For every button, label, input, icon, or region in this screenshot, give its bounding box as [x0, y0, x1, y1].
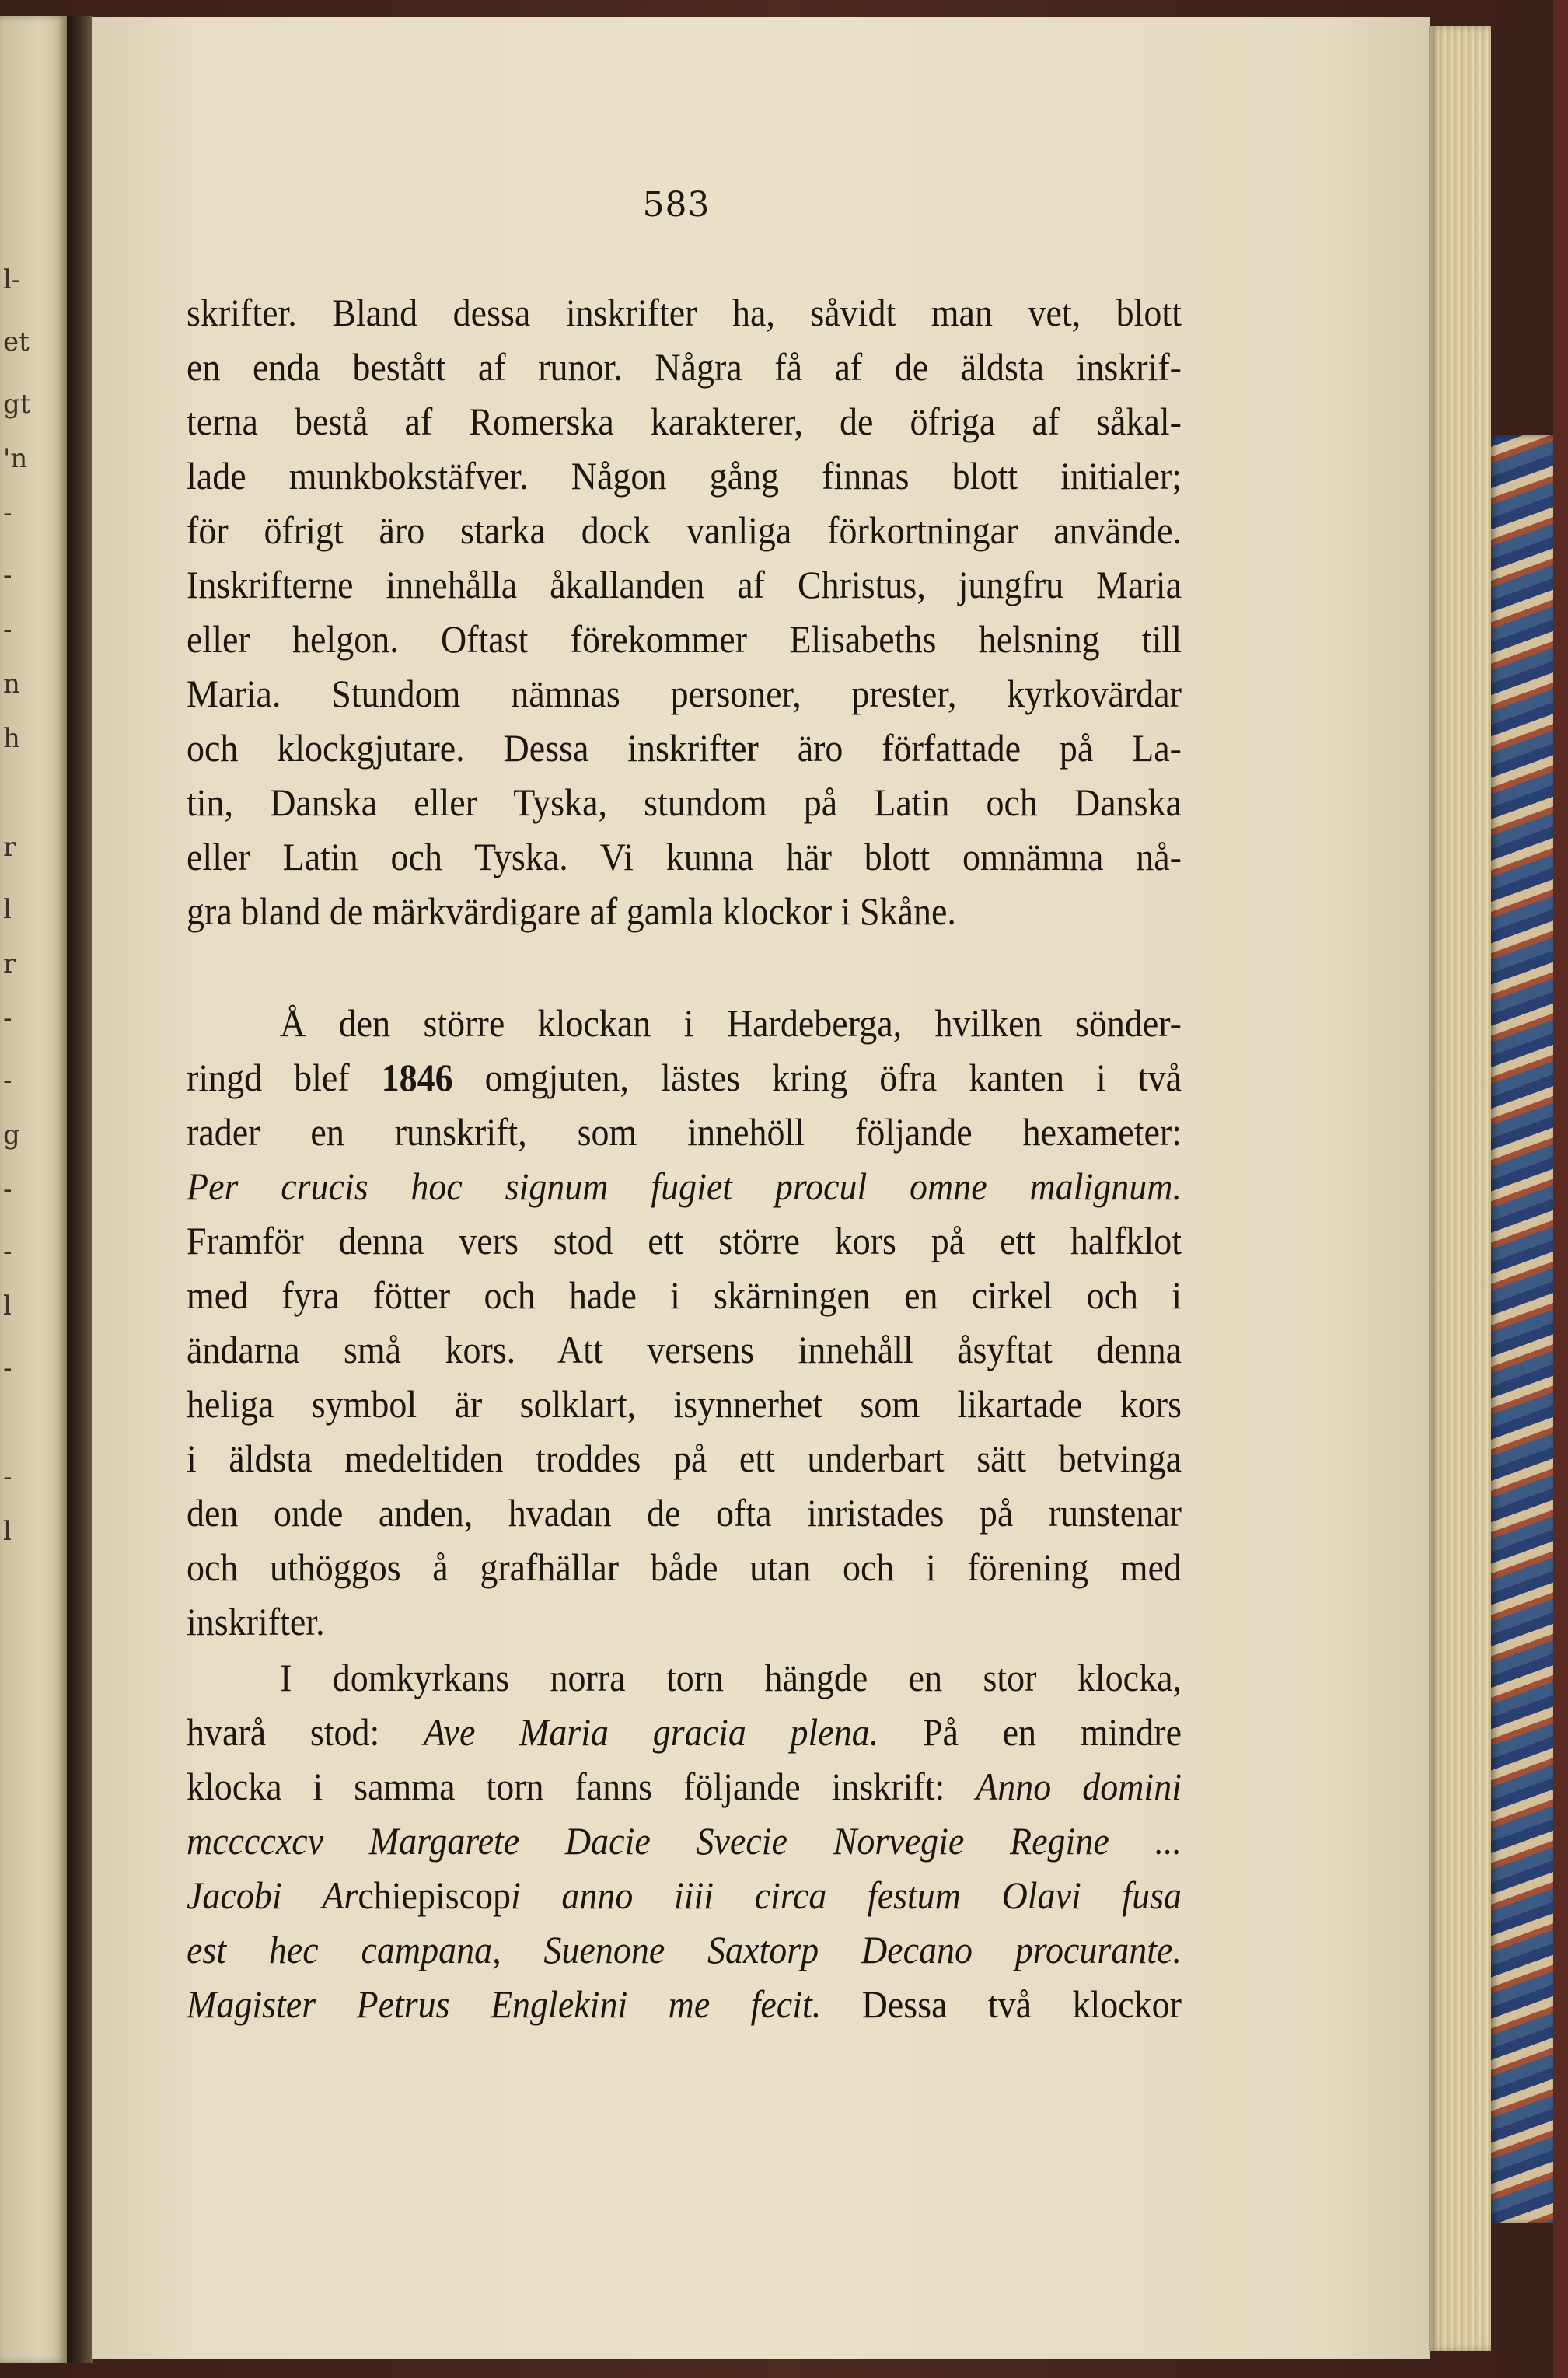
left-glyph: 'n	[3, 443, 28, 474]
text-line: Inskrifterne innehålla åkallanden af Christus, jungfru Maria	[187, 563, 1182, 606]
text-span: ringd blef	[187, 1056, 382, 1099]
text-line	[187, 1921, 1182, 1980]
text-line: eller Latin och Tyska. Vi kunna här blott omnämna nå-	[187, 835, 1182, 878]
left-glyph: -	[3, 1065, 12, 1096]
left-glyph: -	[3, 1461, 12, 1493]
text-line	[187, 1812, 1182, 1871]
left-glyph: l	[3, 1516, 12, 1547]
text-line: Framför denna vers stod ett större kors på ett halfklot	[187, 1219, 1182, 1262]
left-glyph: r	[3, 832, 16, 863]
text-span: chiepiscop	[358, 1873, 512, 1917]
text-line	[187, 1703, 1182, 1762]
book-gutter	[67, 16, 93, 2363]
text-line: för öfrigt äro starka dock vanliga förkortningar använde.	[187, 508, 1182, 552]
text-line: Å den större klockan i Hardeberga, hvilken sönder-	[280, 1001, 1182, 1045]
text-span: Dessa två klockor	[821, 1982, 1182, 2026]
left-glyph: -	[3, 1353, 12, 1384]
left-glyph: -	[3, 614, 12, 645]
left-glyph: r	[3, 948, 16, 979]
inscription-text: est hec campana, Suenone Saxtorp Decano procurante.	[187, 1928, 1182, 1971]
text-line: terna bestå af Romerska karakterer, de öfriga af såkal-	[187, 400, 1182, 443]
left-glyph: g	[3, 1119, 20, 1151]
left-glyph: et	[3, 326, 30, 358]
paragraph-2	[187, 997, 1182, 1650]
text-line: Maria. Stundom nämnas personer, prester, kyrkovärdar	[187, 672, 1182, 715]
text-line	[187, 1049, 1182, 1108]
text-line: och uthöggos å grafhällar både utan och i förening med	[187, 1545, 1182, 1589]
left-glyph: -	[3, 1174, 12, 1205]
text-line: I domkyrkans norra torn hängde en stor klocka,	[280, 1656, 1182, 1699]
paragraph-1	[187, 286, 1182, 939]
text-line: den onde anden, hvadan de ofta inristades på runstenar	[187, 1491, 1182, 1535]
left-glyph: l-	[3, 264, 21, 295]
inscription-text: i anno iiii circa festum Olavi fusa	[511, 1873, 1182, 1917]
text-span: klocka i samma torn fanns följande inskrift:	[187, 1765, 976, 1808]
marbled-endpaper	[1491, 435, 1553, 2223]
left-glyph: l	[3, 894, 12, 925]
inscription-text: Magister Petrus Englekini me fecit.	[187, 1982, 822, 2026]
left-glyph: h	[3, 723, 20, 754]
year-text: 1846	[381, 1056, 453, 1099]
hexameter-text: Per crucis hoc signum fugiet procul omne malignum.	[187, 1165, 1182, 1208]
inscription-text: mccccxcv Margarete Dacie Svecie Norvegie Regine ...	[187, 1819, 1182, 1863]
text-line	[187, 1866, 1182, 1926]
text-line	[187, 1758, 1182, 1817]
left-glyph: -	[3, 1003, 12, 1034]
page-edges	[1429, 26, 1491, 2351]
text-line: tin, Danska eller Tyska, stundom på Latin och Danska	[187, 780, 1182, 824]
text-line: rader en runskrift, som innehöll följande hexameter:	[187, 1110, 1182, 1154]
left-glyph: -	[3, 1236, 12, 1267]
inscription-text: Jacobi Ar	[187, 1873, 358, 1917]
inscription-text: Ave Maria gracia plena.	[423, 1710, 879, 1754]
text-line: med fyra fötter och hade i skärningen en cirkel och i	[187, 1273, 1182, 1317]
left-glyph: -	[3, 560, 12, 591]
left-glyph: n	[3, 669, 20, 700]
paragraph-3	[187, 1651, 1182, 2032]
inscription-text: Anno domini	[976, 1765, 1182, 1808]
left-glyph: gt	[3, 389, 31, 420]
text-span: hvarå stod:	[187, 1710, 424, 1754]
text-line: gra bland de märkvärdigare af gamla klockor i Skåne.	[187, 889, 956, 933]
text-line: en enda bestått af runor. Några få af de äldsta inskrif-	[187, 345, 1182, 389]
left-glyph: -	[3, 498, 12, 529]
text-line: lade munkbokstäfver. Någon gång finnas blott initialer;	[187, 454, 1182, 498]
text-line: i äldsta medeltiden troddes på ett underbart sätt betvinga	[187, 1437, 1182, 1480]
text-line: ändarna små kors. Att versens innehåll åsyftat denna	[187, 1328, 1182, 1371]
page-number: 583	[642, 185, 711, 225]
text-line	[187, 1975, 1182, 2034]
text-line: skrifter. Bland dessa inskrifter ha, såvidt man vet, blott	[187, 291, 1182, 334]
text-line: eller helgon. Oftast förekommer Elisabeths helsning till	[187, 617, 1182, 661]
hexameter-line	[187, 1158, 1182, 1217]
text-line: inskrifter.	[187, 1600, 325, 1643]
text-span: På en mindre	[878, 1710, 1182, 1754]
book-spine	[1553, 0, 1568, 2378]
left-glyph: l	[3, 1290, 12, 1322]
text-line: heliga symbol är solklart, isynnerhet som likartade kors	[187, 1382, 1182, 1426]
text-span: omgjuten, lästes kring öfra kanten i två	[452, 1056, 1182, 1099]
text-line: och klockgjutare. Dessa inskrifter äro författade på La-	[187, 726, 1182, 770]
